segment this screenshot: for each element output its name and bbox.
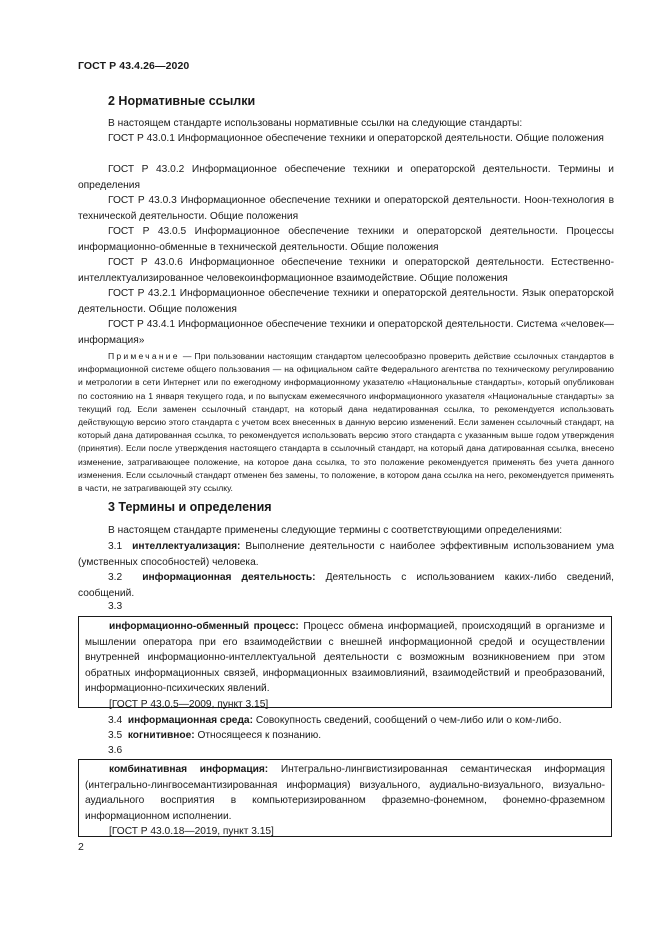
normative-ref-1: ГОСТ Р 43.0.1 Информационное обеспечение техники и операторской деятельности. Общие положения — [108, 133, 604, 144]
note-label: Примечание — [108, 351, 180, 361]
document-id-header: ГОСТ Р 43.4.26—2020 — [78, 60, 190, 72]
section-3-title: 3 Термины и определения — [108, 500, 272, 514]
normative-ref-6: ГОСТ Р 43.2.1 Информационное обеспечение техники и операторской деятельности. Язык операторской деятельности. Общие положения — [78, 288, 614, 315]
normative-ref-5: ГОСТ Р 43.0.6 Информационное обеспечение техники и операторской деятельности. Естественно-интеллектуализированное человекоинформационное взаимодействие. Общие положения — [78, 257, 614, 284]
term-definition: Интегрально-лингвистизированная семантическая информация (интегрально-лингвосемантизированная информация) визуального, аудиально-визуального, визуально-аудиального восприятия в компьютеризированном фраземно-фонемном, фонемно-фраземном информационном исполнении. — [85, 764, 605, 822]
term-number: 3.4 — [108, 715, 123, 726]
section-2-intro: В настоящем стандарте использованы нормативные ссылки на следующие стандарты: — [108, 118, 523, 129]
normative-ref-3: ГОСТ Р 43.0.3 Информационное обеспечение техники и операторской деятельности. Ноон-технология в технической деятельности. Общие положения — [78, 195, 614, 222]
term-3-6-number: 3.6 — [108, 745, 123, 756]
term-3-3-number: 3.3 — [108, 601, 123, 612]
term-definition: Относящееся к познанию. — [194, 730, 322, 741]
section-2-title: 2 Нормативные ссылки — [108, 94, 256, 108]
section-3-intro: В настоящем стандарте применены следующие термины с соответствующими определениями: — [108, 525, 563, 536]
term-name: информационно-обменный процесс: — [109, 621, 299, 632]
normative-ref-4: ГОСТ Р 43.0.5 Информационное обеспечение техники и операторской деятельности. Процессы информационно-обменные в технической деятельности. Общие положения — [78, 226, 614, 253]
term-name: информационная деятельность: — [142, 572, 316, 583]
term-definition: Совокупность сведений, сообщений о чем-либо или о ком-либо. — [253, 715, 562, 726]
page-number: 2 — [78, 841, 84, 853]
term-3-2 — [78, 570, 614, 601]
term-definition: Выполнение деятельности с наиболее эффективным использованием ума (умственных способностей) человека. — [78, 541, 614, 568]
term-number: 3.2 — [108, 572, 123, 583]
note-text: — При пользовании настоящим стандартом целесообразно проверить действие ссылочных стандартов в информационной системе общего пользования — на официальном сайте Федерального агентства по техническому регулированию и метрологии в сети Интернет или по ежегодному информационному указателю «Национальные стандарты», который опубликован по состоянию на 1 января текущего года, и по выпускам ежемесячного информационного указателя «Национальные стандарты» за текущий год. Если заменен ссылочный стандарт, на который дана недатированная ссылка, то рекомендуется использовать действующую версию этого стандарта с учетом всех внесенных в данную версию изменений. Если заменен ссылочный стандарт, на который дана датированная ссылка, то рекомендуется использовать версию этого стандарта с указанным выше годом утверждения (принятия). Если после утверждения настоящего стандарта в ссылочный стандарт, на который дана датированная ссылка, внесено изменение, затрагивающее положение, на которое дана ссылка, то это положение рекомендуется применять без учета данного изменения. Если ссылочный стандарт отменен без замены, то положение, в котором дана ссылка на него, рекомендуется применять в части, не затрагивающей эту ссылку. — [78, 351, 614, 494]
term-name: комбинативная информация: — [109, 764, 269, 775]
term-definition: Деятельность с использованием каких-либо сведений, сообщений. — [78, 572, 615, 599]
term-definition: Процесс обмена информацией, происходящий в организме и мышлении оператора при его взаимодействии с внешней информационной средой и осуществлении внутренней информационно-интеллектуальной деятельности с возможным возникновением при этом обратных информационных связей, информационных взаимовлияний, взаимодействий и преобразований, информационно-психических явлений. — [85, 621, 606, 695]
normative-ref-7: ГОСТ Р 43.4.1 Информационное обеспечение техники и операторской деятельности. Система «человек—информация» — [78, 319, 614, 346]
term-3-4 — [78, 713, 614, 729]
term-source: [ГОСТ Р 43.0.5—2009, пункт 3.15] — [109, 698, 269, 710]
normative-ref-2: ГОСТ Р 43.0.2 Информационное обеспечение техники и операторской деятельности. Термины и определения — [78, 164, 614, 191]
term-name: когнитивное: — [127, 730, 195, 741]
term-number: 3.5 — [108, 730, 123, 741]
term-3-6-box — [78, 759, 612, 837]
term-3-3 — [85, 619, 605, 697]
term-source: [ГОСТ Р 43.0.18—2019, пункт 3.15] — [109, 826, 274, 838]
term-number: 3.1 — [108, 541, 123, 552]
term-name: информационная среда: — [127, 715, 253, 726]
term-name: интеллектуализация: — [132, 541, 241, 552]
term-3-5 — [78, 728, 614, 744]
term-3-6 — [85, 762, 605, 824]
term-3-3-box — [78, 616, 612, 708]
section-2-note — [78, 350, 614, 495]
term-3-1 — [78, 539, 614, 570]
